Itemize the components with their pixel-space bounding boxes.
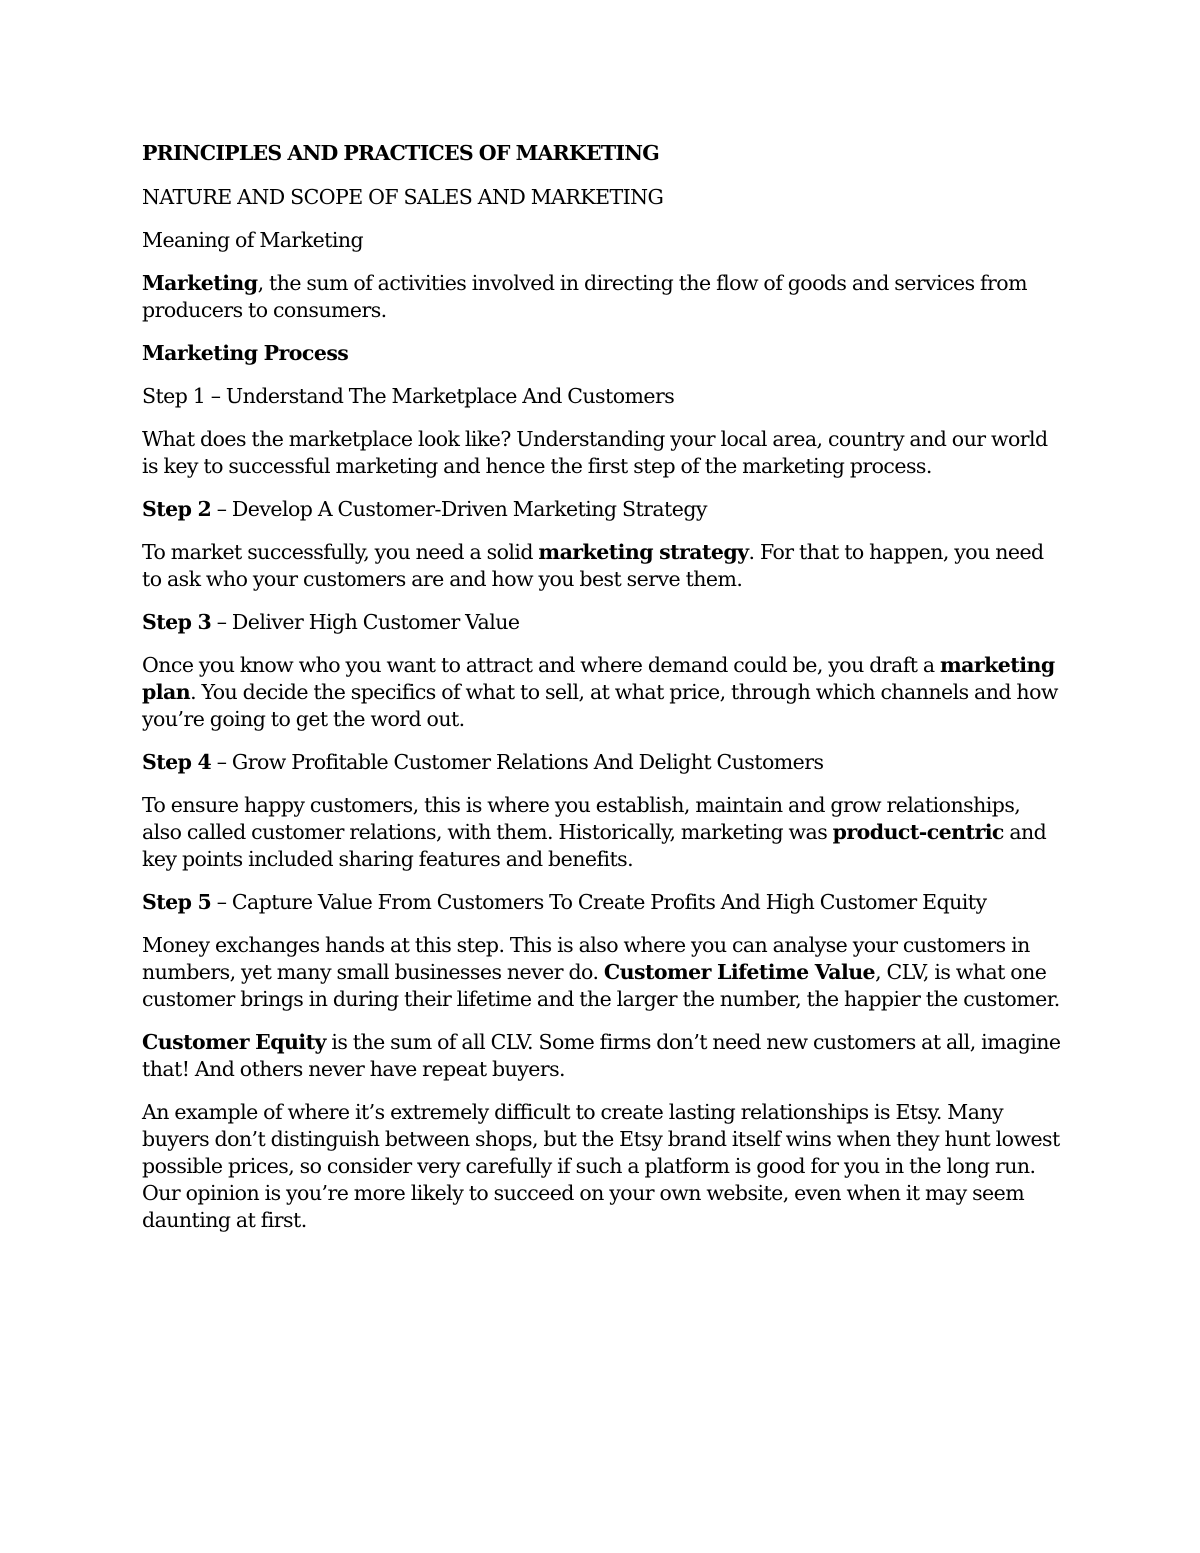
step-3-body bbox=[142, 652, 1062, 733]
step-2-title: – Develop A Customer-Driven Marketing Strategy bbox=[211, 497, 707, 521]
process-heading: Marketing Process bbox=[142, 341, 349, 365]
step-3-body-bold: marketing plan bbox=[142, 653, 1055, 704]
definition-term: Marketing bbox=[142, 271, 258, 295]
document-page bbox=[142, 140, 1062, 1250]
step-4-body-b: and key points included sharing features and benefits. bbox=[142, 820, 1047, 871]
step-4-heading bbox=[142, 749, 1062, 776]
step-5-body-b: , CLV, is what one customer brings in during their lifetime and the larger the number, the happier the customer. bbox=[142, 960, 1060, 1011]
step-5-body-a: Money exchanges hands at this step. This is also where you can analyse your customers in numbers, yet many small businesses never do. bbox=[142, 933, 1030, 984]
step-4-label: Step 4 bbox=[142, 750, 212, 774]
meaning-heading: Meaning of Marketing bbox=[142, 228, 364, 252]
step-4-title: – Grow Profitable Customer Relations And Delight Customers bbox=[211, 750, 824, 774]
step-4-body-a: To ensure happy customers, this is where you establish, maintain and grow relationships, also called customer relations, with them. Historically, marketing was bbox=[142, 793, 1021, 844]
step-2-heading bbox=[142, 496, 1062, 523]
etsy-example-paragraph: An example of where it’s extremely difficult to create lasting relationships is Etsy. Many buyers don’t distinguish between shops, but the Etsy brand itself wins when they hunt lowest possible prices, so consider very carefully if such a platform is good for you in the long run. Our opinion is you’re more likely to succeed on your own website, even when it may seem daunting at first. bbox=[142, 1100, 1060, 1232]
step-5-body bbox=[142, 932, 1062, 1013]
step-1-label: Step 1 bbox=[142, 384, 206, 408]
customer-equity-text: is the sum of all CLV. Some firms don’t need new customers at all, imagine that! And others never have repeat buyers. bbox=[142, 1030, 1061, 1081]
marketing-definition bbox=[142, 270, 1062, 324]
customer-equity-term: Customer Equity bbox=[142, 1030, 326, 1054]
step-3-title: – Deliver High Customer Value bbox=[211, 610, 520, 634]
step-1-title: – Understand The Marketplace And Customers bbox=[205, 384, 675, 408]
step-5-label: Step 5 bbox=[142, 890, 212, 914]
step-3-heading bbox=[142, 609, 1062, 636]
definition-text: , the sum of activities involved in directing the flow of goods and services from producers to consumers. bbox=[142, 271, 1027, 322]
step-4-body bbox=[142, 792, 1062, 873]
step-1-heading bbox=[142, 383, 1062, 410]
step-2-label: Step 2 bbox=[142, 497, 212, 521]
step-5-title: – Capture Value From Customers To Create Profits And High Customer Equity bbox=[211, 890, 987, 914]
step-2-body-bold: marketing strategy bbox=[538, 540, 749, 564]
step-2-body-b: . For that to happen, you need to ask who your customers are and how you best serve them. bbox=[142, 540, 1044, 591]
step-4-body-bold: product-centric bbox=[832, 820, 1004, 844]
step-3-body-a: Once you know who you want to attract and where demand could be, you draft a bbox=[142, 653, 941, 677]
document-title: PRINCIPLES AND PRACTICES OF MARKETING bbox=[142, 141, 660, 165]
customer-equity-paragraph bbox=[142, 1029, 1062, 1083]
step-3-label: Step 3 bbox=[142, 610, 212, 634]
document-subtitle: NATURE AND SCOPE OF SALES AND MARKETING bbox=[142, 185, 664, 209]
step-2-body bbox=[142, 539, 1062, 593]
step-2-body-a: To market successfully, you need a solid bbox=[142, 540, 539, 564]
step-1-body: What does the marketplace look like? Understanding your local area, country and our world is key to successful marketing and hence the first step of the marketing process. bbox=[142, 427, 1048, 478]
step-5-body-bold: Customer Lifetime Value bbox=[603, 960, 876, 984]
step-3-body-b: . You decide the specifics of what to sell, at what price, through which channels and how you’re going to get the word out. bbox=[142, 680, 1058, 731]
step-5-heading bbox=[142, 889, 1062, 916]
